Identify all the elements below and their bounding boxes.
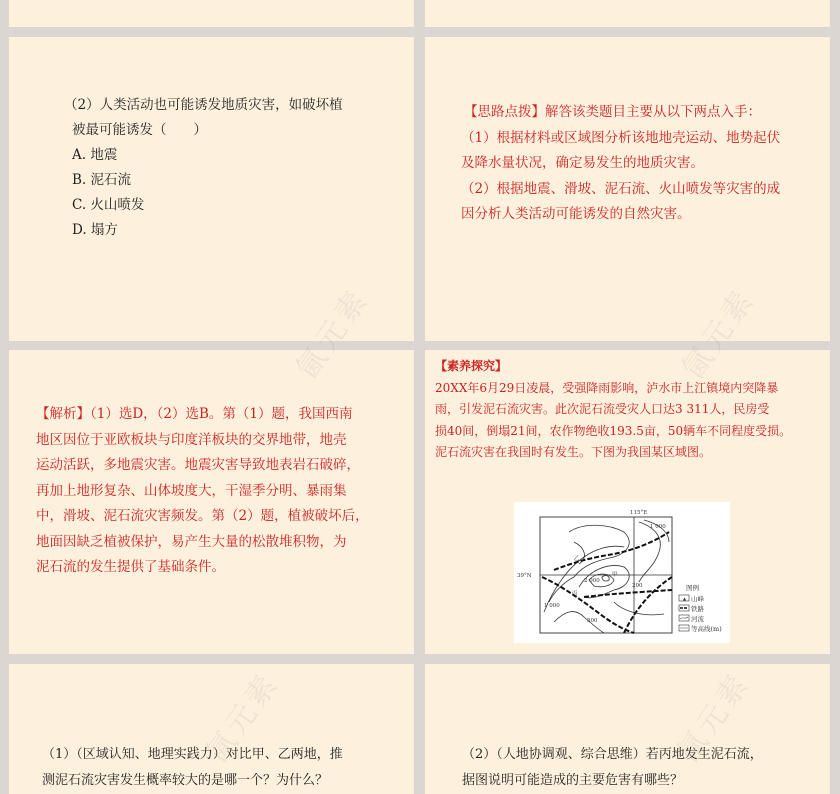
watermark: 氤元素: [199, 666, 287, 770]
question-line: 据图说明可能造成的主要危害有哪些？: [462, 773, 684, 788]
hint-line: （2）根据地震、滑坡、泥石流、火山喷发等灾害的成: [461, 180, 781, 197]
hint-line: 【思路点拨】解答该类题目主要从以下两点入手：: [464, 104, 761, 120]
map-legend: [679, 583, 722, 633]
hint-line: 因分析人类活动可能诱发的自然灾害。: [461, 206, 691, 222]
hint-line: （1）根据材料或区域图分析该地地壳运动、地势起伏: [461, 129, 781, 146]
place-label-bing: 丙: [572, 591, 578, 597]
legend-river: 河流: [691, 615, 704, 623]
contour-label: 2 000: [584, 578, 600, 584]
watermark: 氤元素: [670, 666, 758, 770]
bottom-left-question: [42, 742, 343, 794]
option-c: C. 火山喷发: [72, 197, 145, 213]
option-b: B. 泥石流: [72, 172, 132, 188]
svg-text:▲: ▲: [683, 596, 687, 601]
place-label-yi: 乙: [574, 556, 580, 562]
legend-peak: 山峰: [691, 595, 704, 603]
analysis-line: 运动活跃，多地震灾害。地震灾害导致地表岩石破碎，: [36, 457, 360, 473]
slide-analysis[interactable]: [9, 350, 414, 654]
explore-title: 【素养探究】: [435, 359, 508, 373]
explore-line: 雨，引发泥石流灾害。此次泥石流受灾人口达3 311人，民房受: [435, 402, 770, 416]
explore-line: 损40间，倒塌21间，农作物绝收193.5亩，50辆车不同程度受损。: [435, 423, 792, 438]
region-map: [514, 502, 730, 643]
analysis-text: [36, 402, 369, 581]
legend-railway: 铁路: [691, 605, 704, 613]
explore-text: [431, 356, 791, 464]
legend-title: 图例: [686, 584, 699, 592]
place-label-jia: 甲: [612, 572, 618, 578]
explore-line: 泥石流灾害在我国时有发生。下图为我国某区域图。: [435, 445, 712, 459]
analysis-line: 地面因缺乏植被保护，易产生大量的松散堆积物，为: [36, 533, 347, 550]
slide-bottom-left[interactable]: [9, 664, 414, 794]
question-text: [64, 93, 343, 243]
legend-contour: 等高线(m): [691, 625, 722, 633]
latitude-label: 39°N: [517, 573, 532, 579]
option-d: D. 塌方: [72, 222, 118, 238]
option-a: A. 地震: [72, 147, 118, 163]
analysis-line: 再加上地形复杂、山体坡度大，干湿季分明、暴雨集: [36, 482, 347, 499]
bottom-right-question: [462, 742, 763, 794]
slide-top-left[interactable]: [9, 0, 414, 27]
analysis-line: 地区因位于亚欧板块与印度洋板块的交界地带，地壳: [36, 431, 347, 448]
contour-label: 1 000: [544, 603, 560, 609]
contour-label: 200: [632, 583, 643, 589]
slide-question-2[interactable]: [9, 37, 414, 341]
slide-hint[interactable]: [425, 37, 830, 341]
question-line: （2）人类活动也可能诱发地质灾害，如破坏植: [64, 97, 343, 113]
longitude-label: 115°E: [630, 510, 648, 516]
map-figure: [514, 502, 730, 643]
analysis-line: 泥石流的发生提供了基础条件。: [36, 559, 225, 575]
analysis-line: 【解析】（1）选D，（2）选B。第（1）题，我国西南: [36, 406, 353, 422]
analysis-line: 中，滑坡、泥石流灾害频发。第（2）题，植被破坏后，: [36, 508, 369, 524]
slide-explore[interactable]: [425, 350, 830, 654]
question-line: 被最可能诱发（ ）: [72, 122, 207, 138]
explore-line: 20XX年6月29日凌晨，受强降雨影响，泸水市上江镇境内突降暴: [435, 380, 779, 395]
question-line: （1）（区域认知、地理实践力）对比甲、乙两地，推: [42, 747, 343, 762]
hint-text: [461, 100, 780, 228]
slide-bottom-right[interactable]: [425, 664, 830, 794]
slide-top-right[interactable]: [425, 0, 830, 27]
question-line: 测泥石流灾害发生概率较大的是哪一个？为什么？: [42, 773, 329, 788]
contour-label: 500: [587, 618, 598, 624]
question-line: （2）（人地协调观、综合思维）若丙地发生泥石流，: [462, 747, 763, 762]
hint-line: 及降水量状况，确定易发生的地质灾害。: [461, 155, 704, 171]
contour-label: 1 000: [650, 524, 666, 530]
